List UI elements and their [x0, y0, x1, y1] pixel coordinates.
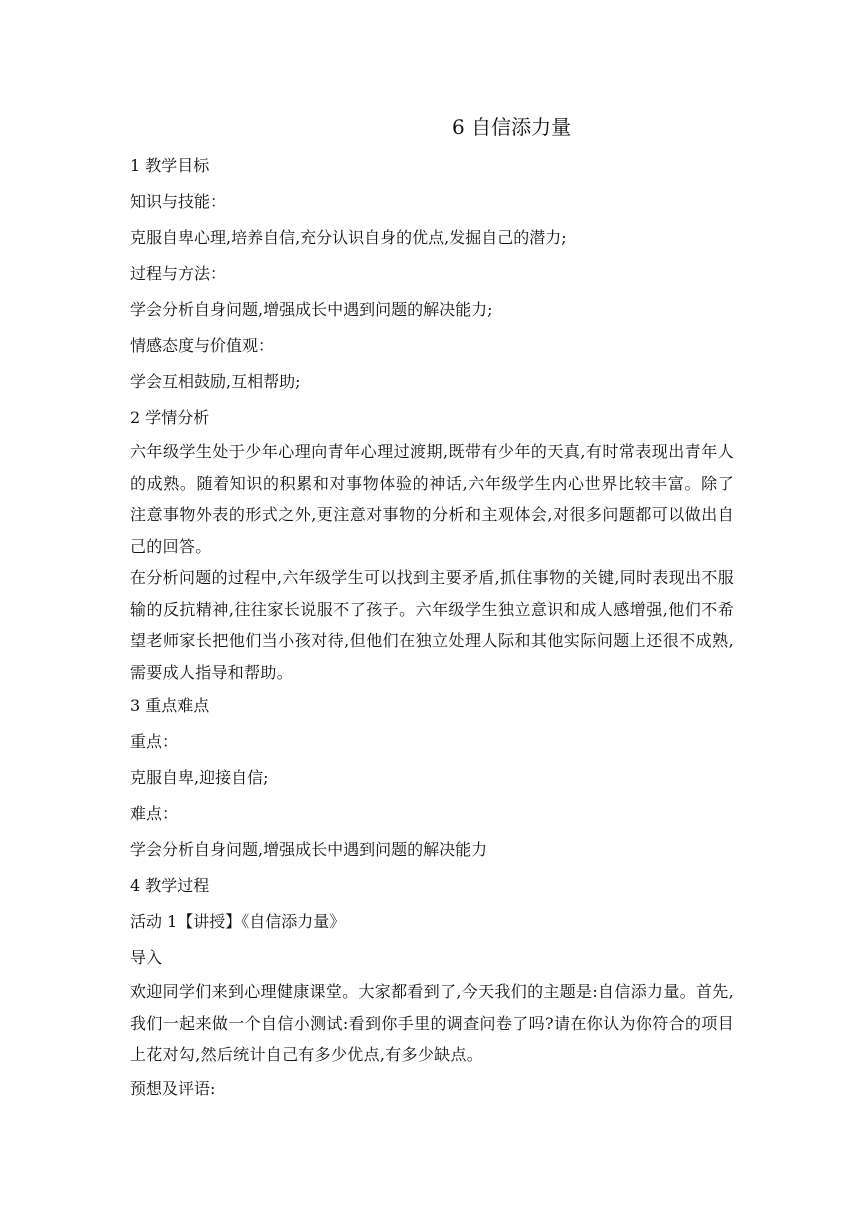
document-body	[130, 112, 734, 1107]
subheading-introduction: 导入	[130, 948, 163, 967]
section-heading-teaching-process: 4 教学过程	[130, 876, 210, 895]
subheading-expectations-comments: 预想及评语:	[130, 1078, 216, 1098]
section-heading-student-analysis: 2 学情分析	[130, 408, 210, 427]
paragraph-introduction: 欢迎同学们来到心理健康课堂。大家都看到了,今天我们的主题是:自信添力量。首先,我们一起来做一个自信小测试:看到你手里的调查问卷了吗?请在你认为你符合的项目上花对勾,然后统计自己有多少优点,有多少缺点。	[130, 982, 734, 1064]
text-key-points: 克服自卑,迎接自信;	[130, 768, 269, 787]
subheading-emotion-values: 情感态度与价值观：	[130, 336, 275, 355]
document-title: 6 自信添力量	[452, 115, 572, 139]
subheading-knowledge-skills: 知识与技能：	[130, 192, 227, 211]
subheading-process-methods: 过程与方法：	[130, 264, 227, 283]
text-knowledge-skills: 克服自卑心理,培养自信,充分认识自身的优点,发掘自己的潜力;	[130, 228, 567, 247]
text-process-methods: 学会分析自身问题,增强成长中遇到问题的解决能力;	[130, 300, 493, 319]
paragraph-student-analysis-2: 在分析问题的过程中,六年级学生可以找到主要矛盾,抓住事物的关键,同时表现出不服输的反抗精神,往往家长说服不了孩子。六年级学生独立意识和成人感增强,他们不希望老师家长把他们当小孩对待,但他们在独立处理人际和其他实际问题上还很不成熟,需要成人指导和帮助。	[130, 568, 734, 682]
subheading-difficult-points: 难点：	[130, 804, 179, 823]
section-heading-teaching-goals: 1 教学目标	[130, 156, 210, 175]
activity-title: 活动 1【讲授】《自信添力量》	[130, 912, 346, 931]
paragraph-student-analysis-1: 六年级学生处于少年心理向青年心理过渡期,既带有少年的天真,有时常表现出青年人的成熟。随着知识的积累和对事物体验的神话,六年级学生内心世界比较丰富。除了注意事物外表的形式之外,更注意对事物的分析和主观体会,对很多问题都可以做出自己的回答。	[130, 442, 734, 556]
text-emotion-values: 学会互相鼓励,互相帮助;	[130, 372, 301, 391]
text-difficult-points: 学会分析自身问题,增强成长中遇到问题的解决能力	[130, 840, 488, 859]
section-heading-key-difficult: 3 重点难点	[130, 696, 210, 715]
subheading-key-points: 重点：	[130, 732, 179, 751]
